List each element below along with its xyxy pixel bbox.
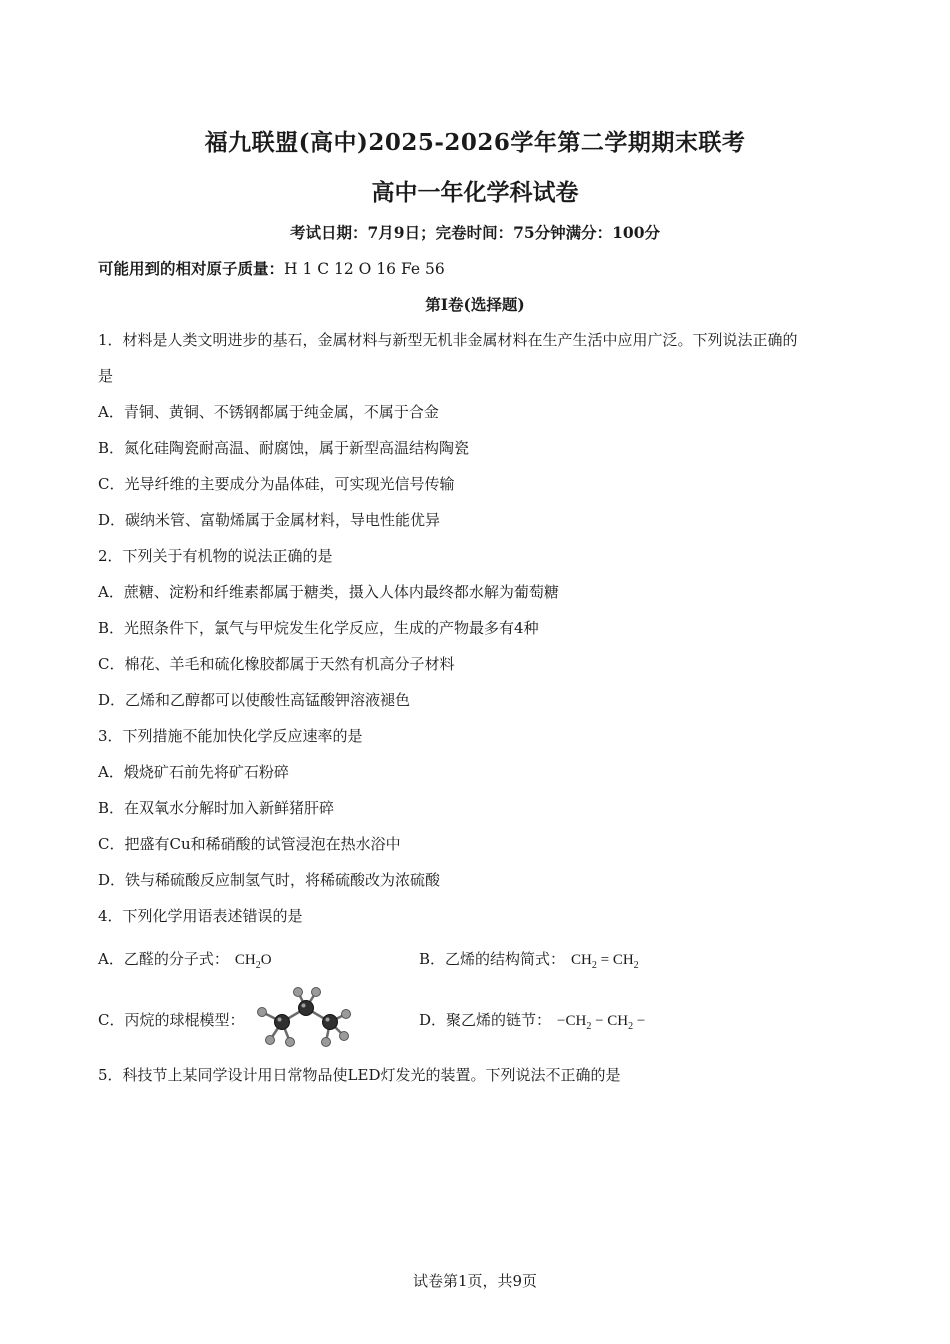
atomic-masses bbox=[98, 257, 445, 279]
question-3-option-b: B．在双氧水分解时加入新鲜猪肝碎 bbox=[98, 799, 335, 817]
question-4-option-c-label: C．丙烷的球棍模型： bbox=[98, 1011, 245, 1029]
question-1-option-a: A．青铜、黄铜、不锈钢都属于纯金属，不属于合金 bbox=[98, 403, 439, 421]
question-2-option-a: A．蔗糖、淀粉和纤维素都属于糖类，摄入人体内最终都水解为葡萄糖 bbox=[98, 583, 559, 601]
question-2-stem: 2．下列关于有机物的说法正确的是 bbox=[98, 547, 333, 565]
exam-info: 考试日期：7月9日；完卷时间：75分钟满分：100分 bbox=[290, 223, 660, 242]
question-2-option-d: D．乙烯和乙醇都可以使酸性高锰酸钾溶液褪色 bbox=[98, 691, 411, 709]
question-1-option-b: B．氮化硅陶瓷耐高温、耐腐蚀，属于新型高温结构陶瓷 bbox=[98, 439, 470, 457]
page-footer: 试卷第1页，共9页 bbox=[412, 1272, 538, 1290]
question-2-option-b: B．光照条件下，氯气与甲烷发生化学反应，生成的产物最多有4种 bbox=[98, 619, 539, 637]
question-4-option-a bbox=[98, 948, 272, 971]
question-1-option-c: C．光导纤维的主要成分为晶体硅，可实现光信号传输 bbox=[98, 475, 455, 493]
question-3-option-d: D．铁与稀硫酸反应制氢气时，将稀硫酸改为浓硫酸 bbox=[98, 871, 441, 889]
section-title: 第Ⅰ卷(选择题) bbox=[425, 295, 525, 314]
question-4-option-b-label: B．乙烯的结构简式： bbox=[419, 950, 566, 968]
atomic-masses-values: H 1 C 12 O 16 Fe 56 bbox=[284, 260, 445, 278]
atomic-masses-label: 可能用到的相对原子质量： bbox=[98, 259, 285, 278]
question-4-option-c bbox=[98, 1009, 244, 1030]
propane-ball-stick-model bbox=[250, 984, 354, 1048]
exam-title: 福九联盟(高中)2025-2026学年第二学期期末联考 bbox=[204, 129, 746, 156]
question-3-stem: 3．下列措施不能加快化学反应速率的是 bbox=[98, 727, 363, 745]
question-4-option-d-label: D．聚乙烯的链节： bbox=[419, 1011, 552, 1029]
question-4-option-b bbox=[419, 948, 639, 971]
question-1-option-d: D．碳纳米管、富勒烯属于金属材料，导电性能优异 bbox=[98, 511, 441, 529]
question-1-stem-cont: 是 bbox=[98, 367, 114, 385]
question-4-option-a-label: A．乙醛的分子式： bbox=[98, 950, 229, 968]
exam-subtitle: 高中一年化学科试卷 bbox=[371, 179, 579, 206]
question-4-stem: 4．下列化学用语表述错误的是 bbox=[98, 907, 303, 925]
question-5-stem: 5．科技节上某同学设计用日常物品使LED灯发光的装置。下列说法不正确的是 bbox=[98, 1066, 621, 1084]
question-3-option-a: A．煅烧矿石前先将矿石粉碎 bbox=[98, 763, 289, 781]
formula-ch2o: $CH_2O$ bbox=[234, 952, 272, 971]
formula-ethylene: $CH_2 = CH_2$ bbox=[571, 952, 639, 971]
question-1-stem: 1．材料是人类文明进步的基石，金属材料与新型无机非金属材料在生产生活中应用广泛。下列说法正确的 bbox=[98, 331, 798, 349]
question-4-option-d bbox=[419, 1009, 645, 1032]
formula-polyethylene-unit: $-CH_2 - CH_2$ − bbox=[557, 1013, 646, 1032]
question-2-option-c: C．棉花、羊毛和硫化橡胶都属于天然有机高分子材料 bbox=[98, 655, 455, 673]
question-3-option-c: C．把盛有Cu和稀硝酸的试管浸泡在热水浴中 bbox=[98, 835, 401, 853]
